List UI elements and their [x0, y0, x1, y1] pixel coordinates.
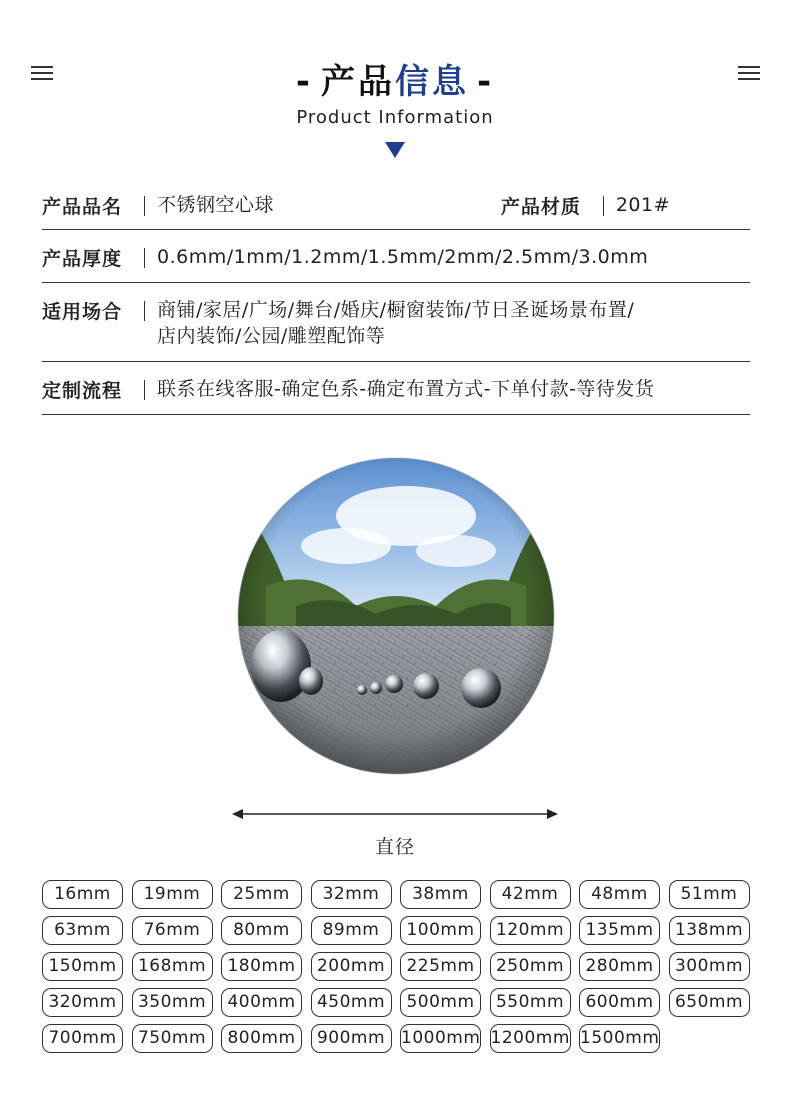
- size-option[interactable]: 80mm: [221, 916, 302, 945]
- size-option[interactable]: 135mm: [579, 916, 660, 945]
- size-option[interactable]: 250mm: [490, 952, 571, 981]
- size-option[interactable]: 200mm: [311, 952, 392, 981]
- divider: [144, 248, 145, 268]
- size-option[interactable]: 89mm: [311, 916, 392, 945]
- process-value: 联系在线客服-确定色系-确定布置方式-下单付款-等待发货: [157, 378, 655, 400]
- size-option[interactable]: 600mm: [579, 988, 660, 1017]
- size-option[interactable]: 16mm: [42, 880, 123, 909]
- process-label: 定制流程: [42, 380, 123, 402]
- material-value: 201#: [615, 194, 670, 216]
- size-option[interactable]: 48mm: [579, 880, 660, 909]
- diameter-arrow: [232, 806, 558, 822]
- divider: [603, 196, 604, 216]
- size-option[interactable]: 300mm: [669, 952, 750, 981]
- size-option[interactable]: 550mm: [490, 988, 571, 1017]
- size-option[interactable]: 800mm: [221, 1024, 302, 1053]
- usage-value: [157, 297, 750, 349]
- size-option[interactable]: 1200mm: [490, 1024, 571, 1053]
- info-row-process: [42, 362, 750, 415]
- size-option[interactable]: 350mm: [132, 988, 213, 1017]
- size-option[interactable]: 280mm: [579, 952, 660, 981]
- size-option[interactable]: 138mm: [669, 916, 750, 945]
- size-option[interactable]: 700mm: [42, 1024, 123, 1053]
- size-option[interactable]: 320mm: [42, 988, 123, 1017]
- size-option[interactable]: 450mm: [311, 988, 392, 1017]
- name-value: 不锈钢空心球: [157, 194, 275, 216]
- name-label: 产品品名: [42, 196, 123, 218]
- product-info-table: [42, 180, 750, 415]
- size-option[interactable]: 76mm: [132, 916, 213, 945]
- material-label: 产品材质: [500, 196, 581, 218]
- title-part1: 产品: [321, 62, 395, 102]
- size-option[interactable]: 100mm: [400, 916, 481, 945]
- size-option[interactable]: 900mm: [311, 1024, 392, 1053]
- size-option[interactable]: 42mm: [490, 880, 571, 909]
- size-list: [42, 880, 752, 1060]
- divider: [144, 380, 145, 400]
- size-option[interactable]: 25mm: [221, 880, 302, 909]
- size-option[interactable]: 650mm: [669, 988, 750, 1017]
- info-row-name: [42, 180, 750, 230]
- page-title: - 产品信息 -: [295, 62, 495, 102]
- size-option[interactable]: 150mm: [42, 952, 123, 981]
- size-option[interactable]: 750mm: [132, 1024, 213, 1053]
- triangle-down-icon: [385, 142, 405, 158]
- divider: [144, 301, 145, 321]
- size-option[interactable]: 51mm: [669, 880, 750, 909]
- size-option[interactable]: 32mm: [311, 880, 392, 909]
- divider: [144, 196, 145, 216]
- info-row-thickness: [42, 230, 750, 283]
- diameter-label: 直径: [374, 836, 415, 858]
- size-option[interactable]: 19mm: [132, 880, 213, 909]
- size-option[interactable]: 1000mm: [400, 1024, 481, 1053]
- usage-line: 店内装饰/公园/雕塑配饰等: [157, 325, 386, 347]
- title-part2: 信息: [395, 62, 469, 102]
- size-option[interactable]: 225mm: [400, 952, 481, 981]
- info-row-usage: [42, 283, 750, 362]
- size-option[interactable]: 500mm: [400, 988, 481, 1017]
- page-subtitle: Product Information: [296, 107, 494, 128]
- size-option[interactable]: 400mm: [221, 988, 302, 1017]
- section-header: [0, 58, 790, 158]
- product-image-steel-ball: [236, 456, 556, 780]
- thickness-label: 产品厚度: [42, 248, 123, 270]
- size-option[interactable]: 120mm: [490, 916, 571, 945]
- size-option[interactable]: 63mm: [42, 916, 123, 945]
- thickness-value: 0.6mm/1mm/1.2mm/1.5mm/2mm/2.5mm/3.0mm: [157, 246, 649, 268]
- usage-label: 适用场合: [42, 301, 123, 323]
- size-option[interactable]: 38mm: [400, 880, 481, 909]
- size-option[interactable]: 180mm: [221, 952, 302, 981]
- size-option[interactable]: 168mm: [132, 952, 213, 981]
- usage-line: 商铺/家居/广场/舞台/婚庆/橱窗装饰/节日圣诞场景布置/: [157, 299, 635, 321]
- size-option[interactable]: 1500mm: [579, 1024, 660, 1053]
